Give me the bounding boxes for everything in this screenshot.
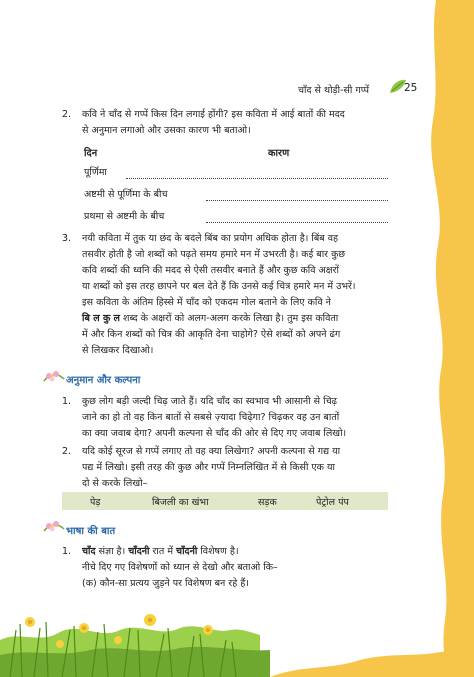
word-options-box	[62, 492, 388, 510]
language-q1-text: रात में	[149, 546, 177, 557]
word-chaand: चाँद	[82, 546, 96, 557]
word-chaandni: चाँदनी	[128, 546, 150, 557]
language-q1-number: 1.	[62, 546, 72, 557]
flower-icon	[40, 369, 68, 387]
q2-row-1: पूर्णिमा	[84, 167, 107, 178]
q3-line-7: में और किन शब्दों को चित्र की आकृति देना चाहोगे? ऐसे शब्दों को अपने ढंग	[82, 329, 341, 340]
q3-line-8: से लिखकर दिखाओ।	[82, 345, 154, 356]
word-option: पेट्रोल पंप	[316, 497, 349, 508]
q3-line-1: नयी कविता में तुक या छंद के बदले बिंब का प्रयोग अधिक होता है। बिंब वह	[82, 233, 339, 244]
q2-row-3: प्रथमा से अष्टमी के बीच	[84, 211, 165, 222]
word-option: सड़क	[258, 497, 277, 508]
q3-line-2: तसवीर होती है जो शब्दों को पढ़ते समय हमारे मन में उभरती है। कई बार कुछ	[82, 249, 346, 260]
q2-number: 2.	[62, 109, 72, 120]
page-header	[298, 83, 418, 99]
section-title-language: भाषा की बात	[66, 526, 116, 537]
q2-line-1: कवि ने चाँद से गप्पें किस दिन लगाई होंगी? इस कविता में आई बातों की मदद	[82, 109, 345, 120]
imagination-q1-line-1: कुछ लोग बड़ी जल्दी चिढ़ जाते हैं। यदि चाँद का स्वभाव भी आसानी से चिढ़	[82, 396, 337, 407]
language-q1-line-3: (क) कौन-सा प्रत्यय जुड़ने पर विशेषण बन रहे हैं।	[82, 578, 249, 589]
answer-line	[126, 178, 388, 179]
q2-column-day: दिन	[84, 148, 98, 159]
word-option: बिजली का खंभा	[152, 497, 209, 508]
section-title-imagination: अनुमान और कल्पना	[66, 375, 141, 386]
language-q1-line-2: नीचे दिए गए विशेषणों को ध्यान से देखो और बताओ कि–	[82, 562, 278, 573]
q2-row-2: अष्टमी से पूर्णिमा के बीच	[84, 189, 168, 200]
language-q1-text: संज्ञा है।	[95, 546, 129, 557]
q3-line-6-rest: शब्द के अक्षरों को अलग-अलग करके लिखा है। तुम इस कविता	[120, 313, 339, 324]
language-q1-line-1	[82, 546, 239, 558]
q3-number: 3.	[62, 233, 72, 244]
q3-line-5: इस कविता के अंतिम हिस्से में चाँद को एकदम गोल बताने के लिए कवि ने	[82, 297, 331, 308]
q3-line-3: कवि शब्दों की ध्वनि की मदद से ऐसी तसवीर बनाते हैं और कुछ कवि अक्षरों	[82, 265, 339, 276]
grass-flowers-illustration	[0, 600, 474, 677]
imagination-q1-line-2: जाने का हो तो वह किन बातों से सबसे ज़्यादा चिढ़ेगा? चिढ़कर वह उन बातों	[82, 412, 340, 423]
word-chaandni-adjective: चाँदनी	[176, 546, 198, 557]
flower-icon	[40, 519, 68, 537]
bilkul-word: बि ल कु ल	[82, 313, 120, 324]
imagination-q1-line-3: का क्या जवाब देगा? अपनी कल्पना से चाँद की ओर से दिए गए जवाब लिखो।	[82, 428, 347, 439]
q2-column-reason: कारण	[268, 148, 290, 159]
q3-line-6	[82, 313, 338, 325]
imagination-q2-number: 2.	[62, 446, 72, 457]
imagination-q1-number: 1.	[62, 396, 72, 407]
word-option: पेड़	[90, 497, 101, 508]
chapter-title: चाँद से थोड़ी-सी गप्पें	[298, 85, 370, 96]
answer-line	[206, 222, 388, 223]
q3-line-4: या शब्दों को इस तरह छापने पर बल देते हैं कि उनसे कई चित्र हमारे मन में उभरें।	[82, 281, 356, 292]
imagination-q2-line-3: दो से करके लिखो–	[82, 478, 148, 489]
q2-line-2: से अनुमान लगाओ और उसका कारण भी बताओ।	[82, 125, 251, 136]
imagination-q2-line-1: यदि कोई सूरज से गप्पें लगाए तो वह क्या लिखेगा? अपनी कल्पना से गद्य या	[82, 446, 341, 457]
page-number: 25	[404, 82, 418, 94]
answer-line	[206, 200, 388, 201]
imagination-q2-line-2: पद्य में लिखो। इसी तरह की कुछ और गप्पें निम्नलिखित में से किसी एक या	[82, 462, 335, 473]
language-q1-text: विशेषण है।	[197, 546, 239, 557]
